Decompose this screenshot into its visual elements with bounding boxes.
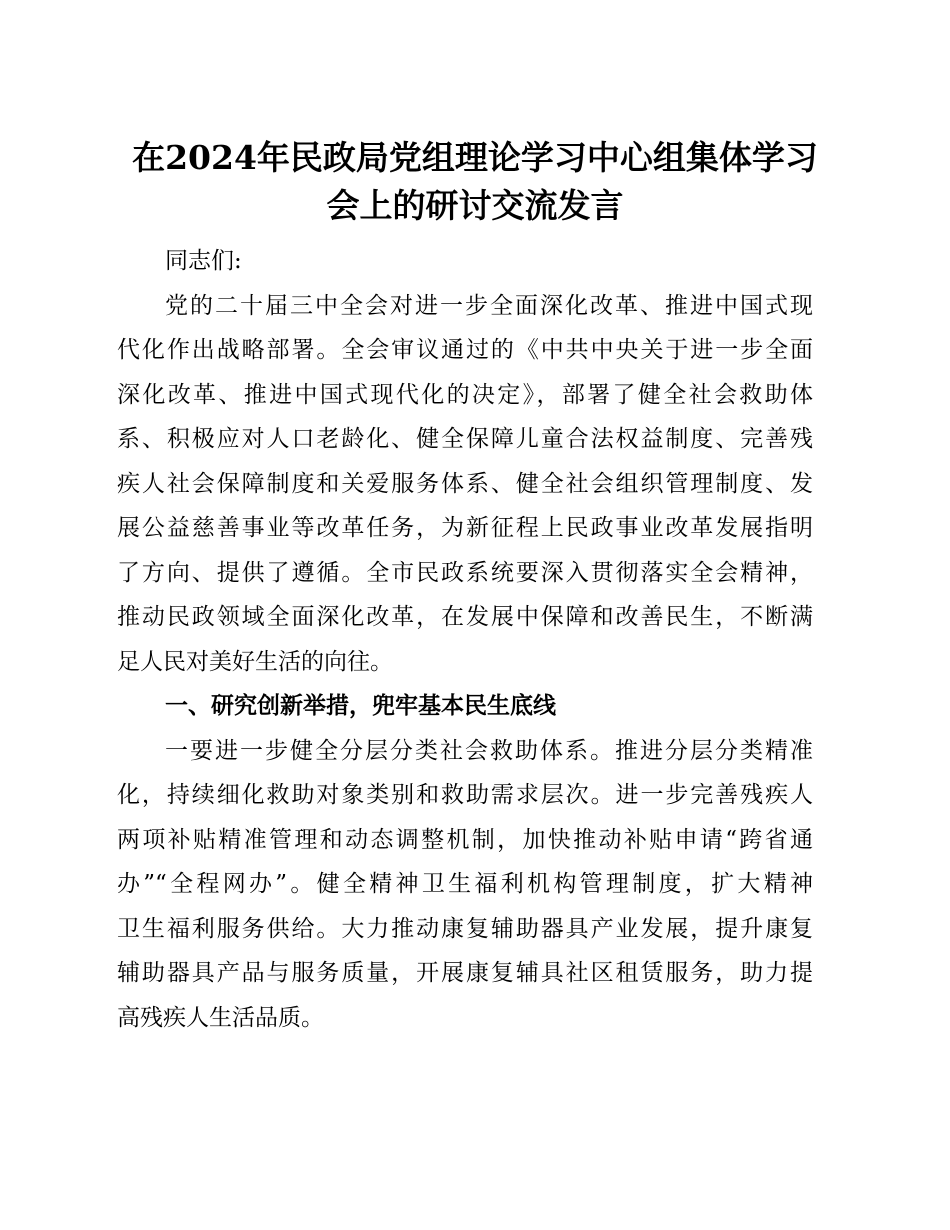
- paragraph-2-line: 两项补贴精准管理和动态调整机制，加快推动补贴申请“跨省通: [117, 826, 813, 853]
- paragraph-2-line: 高残疾人生活品质。: [117, 1004, 324, 1031]
- paragraph-1-line: 系、积极应对人口老龄化、健全保障儿童合法权益制度、完善残: [117, 426, 813, 452]
- paragraph-2-line: 辅助器具产品与服务质量，开展康复辅具社区租赁服务，助力提: [117, 960, 813, 986]
- paragraph-1-line: 展公益慈善事业等改革任务，为新征程上民政事业改革发展指明: [117, 515, 813, 541]
- paragraph-2: [117, 729, 813, 1041]
- paragraph-1-line: 党的二十届三中全会对进一步全面深化改革、推进中国式现: [165, 292, 813, 319]
- title-line-2: 会上的研讨交流发言: [326, 186, 624, 225]
- paragraph-1-line: 了方向、提供了遵循。全市民政系统要深入贯彻落实全会精神，: [117, 559, 813, 586]
- title-line-1: 在2024年民政局党组理论学习中心组集体学习: [132, 138, 818, 177]
- document-title: [100, 134, 850, 230]
- section-1-heading: 一、研究创新举措，兜牢基本民生底线: [165, 693, 556, 719]
- paragraph-2-line: 化，持续细化救助对象类别和救助需求层次。进一步完善残疾人: [117, 782, 813, 808]
- salutation: 同志们:: [165, 248, 242, 274]
- document-body: [117, 239, 813, 1040]
- paragraph-1-line: 疾人社会保障制度和关爱服务体系、健全社会组织管理制度、发: [117, 470, 813, 497]
- paragraph-2-line: 一要进一步健全分层分类社会救助体系。推进分层分类精准: [165, 737, 813, 764]
- paragraph-2-line: 卫生福利服务供给。大力推动康复辅助器具产业发展，提升康复: [117, 915, 813, 942]
- paragraph-1-line: 代化作出战略部署。全会审议通过的《中共中央关于进一步全面: [117, 337, 813, 363]
- paragraph-1: [117, 284, 813, 685]
- paragraph-1-line: 推动民政领域全面深化改革，在发展中保障和改善民生，不断满: [117, 604, 813, 630]
- paragraph-1-line: 深化改革、推进中国式现代化的决定》，部署了健全社会救助体: [117, 381, 813, 408]
- paragraph-1-line: 足人民对美好生活的向往。: [117, 648, 393, 675]
- paragraph-2-line: 办”“全程网办”。健全精神卫生福利机构管理制度，扩大精神: [117, 871, 813, 897]
